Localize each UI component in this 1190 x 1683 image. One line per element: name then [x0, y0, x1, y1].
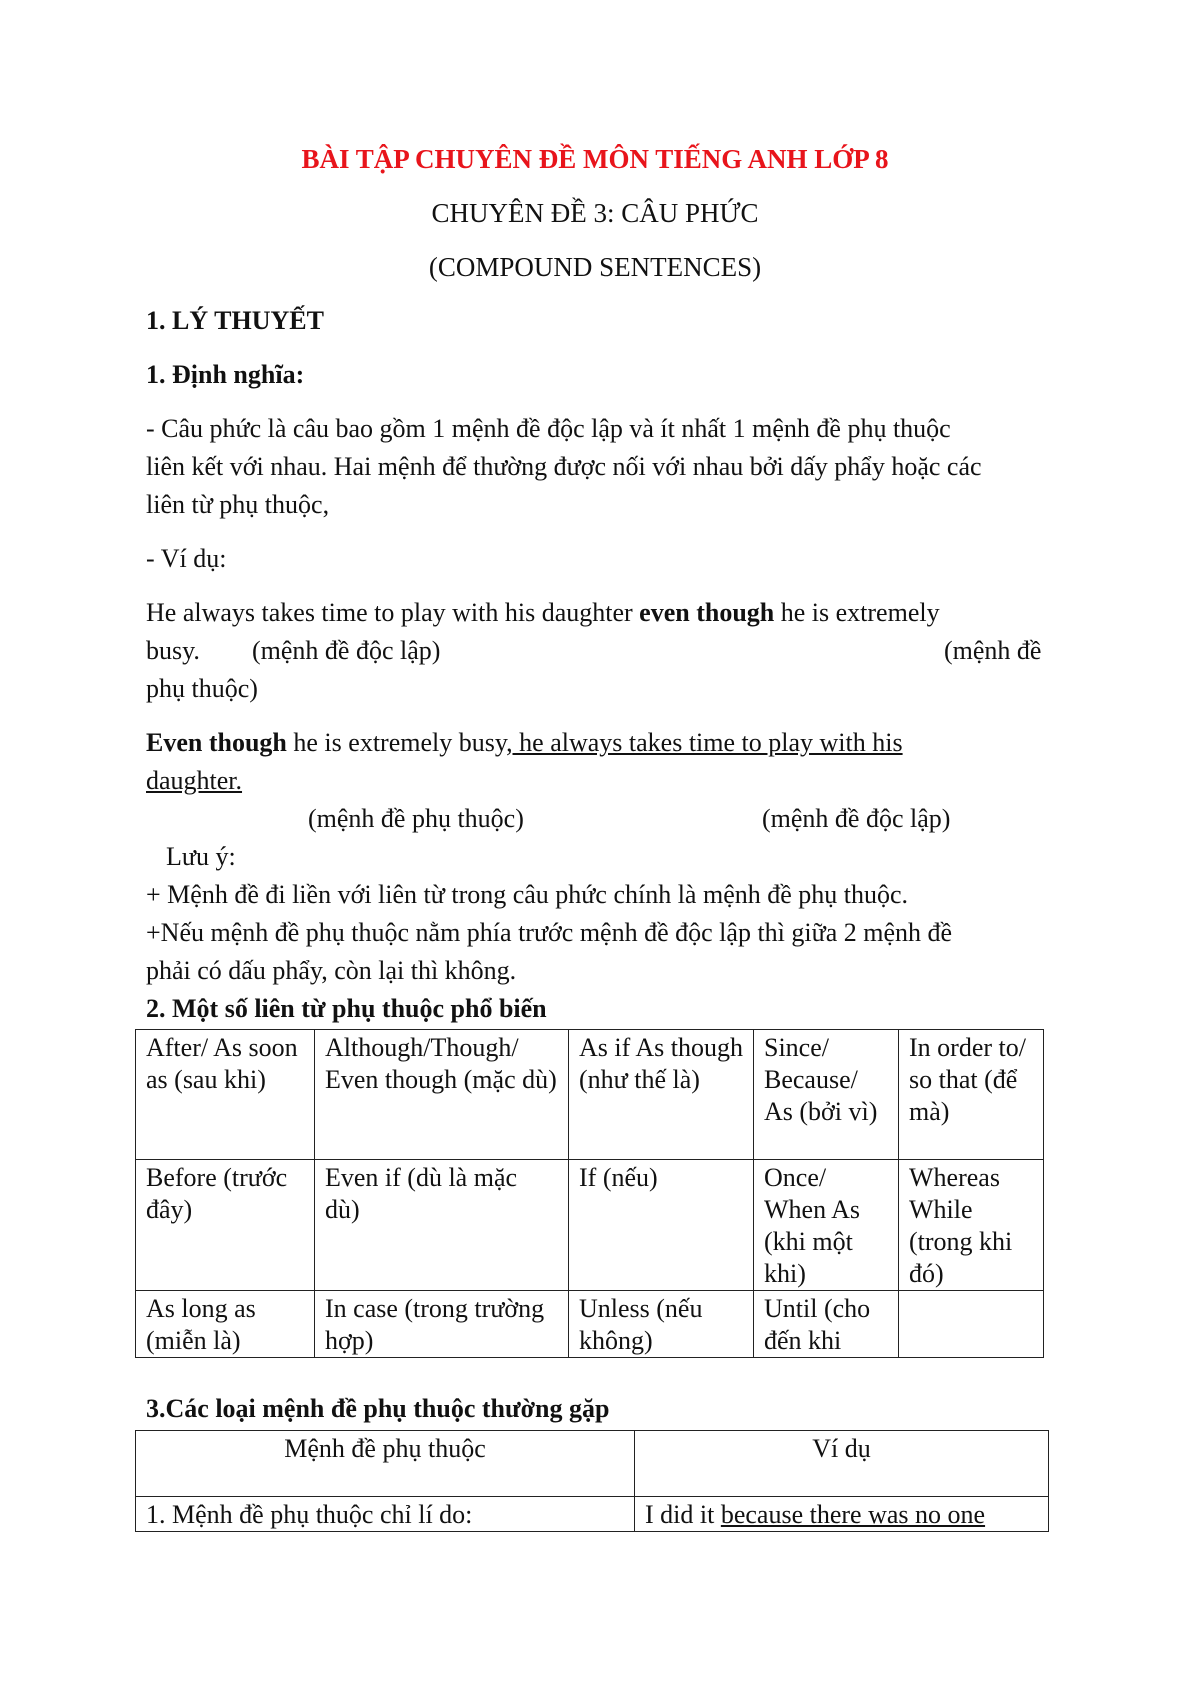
example-1-line-1: [146, 598, 940, 628]
section-heading-theory: 1. LÝ THUYẾT: [146, 306, 324, 335]
table-cell: After/ As soon as (sau khi): [136, 1030, 315, 1160]
column-header-clause: Mệnh đề phụ thuộc: [136, 1431, 635, 1497]
table-cell: Whereas While (trong khi đó): [899, 1160, 1044, 1291]
table-cell: Even if (dù là mặc dù): [315, 1160, 569, 1291]
note-1: + Mệnh đề đi liền với liên từ trong câu phức chính là mệnh đề phụ thuộc.: [146, 880, 909, 909]
example-2-conjunction: Even though: [146, 728, 287, 757]
example-text: I did it: [645, 1500, 721, 1529]
example-1-conjunction: even though: [639, 598, 775, 627]
definition-line-2: liên kết với nhau. Hai mệnh để thường được nối với nhau bởi dấy phẩy hoặc các: [146, 452, 982, 481]
table-cell: As if As though (như thế là): [569, 1030, 754, 1160]
definition-line-1: - Câu phức là câu bao gồm 1 mệnh đề độc lập và ít nhất 1 mệnh đề phụ thuộc: [146, 414, 951, 443]
table-cell: Once/ When As (khi một khi): [754, 1160, 899, 1291]
note-label: Lưu ý:: [166, 842, 236, 871]
example-2-line-1: [146, 728, 903, 758]
conjunction-table: [135, 1029, 1044, 1358]
topic-title: CHUYÊN ĐỀ 3: CÂU PHỨC: [431, 198, 759, 228]
note-2-line-2: phải có dấu phẩy, còn lại thì không.: [146, 956, 517, 985]
table-row: [136, 1160, 1044, 1291]
table-cell: In order to/ so that (để mà): [899, 1030, 1044, 1160]
example-label: - Ví dụ:: [146, 544, 227, 573]
example-1-independent-label: (mệnh đề độc lập): [252, 636, 441, 665]
table-cell: As long as (miễn là): [136, 1291, 315, 1358]
table-cell: If (nếu): [569, 1160, 754, 1291]
example-2-underlined: , he always takes time to play with his: [506, 728, 903, 757]
table-cell: Since/ Because/ As (bởi vì): [754, 1030, 899, 1160]
example-1-text-b: he is extremely: [774, 598, 940, 627]
topic-subtitle: (COMPOUND SENTENCES): [428, 252, 762, 282]
example-2-independent-label: (mệnh đề độc lập): [762, 804, 951, 833]
section-heading-conjunctions: 2. Một số liên từ phụ thuộc phổ biến: [146, 994, 547, 1023]
table-cell: [635, 1497, 1049, 1532]
example-2-dependent-label: (mệnh đề phụ thuộc): [308, 804, 524, 833]
table-cell: Unless (nếu không): [569, 1291, 754, 1358]
note-2-line-1: +Nếu mệnh đề phụ thuộc nằm phía trước mệnh đề độc lập thì giữa 2 mệnh đề: [146, 918, 953, 947]
table-row: [136, 1030, 1044, 1160]
table-cell: Although/Though/ Even though (mặc dù): [315, 1030, 569, 1160]
example-1-dependent-label: (mệnh đề: [944, 636, 1042, 665]
definition-heading: 1. Định nghĩa:: [146, 360, 305, 389]
table-cell: In case (trong trường hợp): [315, 1291, 569, 1358]
table-cell: Until (cho đến khi: [754, 1291, 899, 1358]
table-cell: [899, 1291, 1044, 1358]
table-cell: 1. Mệnh đề phụ thuộc chỉ lí do:: [136, 1497, 635, 1532]
clause-types-table: [135, 1430, 1049, 1532]
example-underlined: because there was no one: [720, 1500, 986, 1529]
example-1-line-2-a: busy.: [146, 636, 200, 665]
column-header-example: Ví dụ: [635, 1431, 1049, 1497]
document-title: BÀI TẬP CHUYÊN ĐỀ MÔN TIẾNG ANH LỚP 8: [301, 144, 889, 174]
example-1-text-a: He always takes time to play with his daughter: [146, 598, 640, 627]
section-heading-clause-types: 3.Các loại mệnh đề phụ thuộc thường gặp: [146, 1394, 610, 1423]
example-1-line-3: phụ thuộc): [146, 674, 258, 703]
table-header-row: [136, 1431, 1049, 1497]
table-row: [136, 1497, 1049, 1532]
table-cell: Before (trước đây): [136, 1160, 315, 1291]
definition-line-3: liên từ phụ thuộc,: [146, 490, 330, 519]
example-2-line-2: daughter.: [146, 766, 243, 795]
example-2-text-a: he is extremely busy: [286, 728, 507, 757]
table-row: [136, 1291, 1044, 1358]
